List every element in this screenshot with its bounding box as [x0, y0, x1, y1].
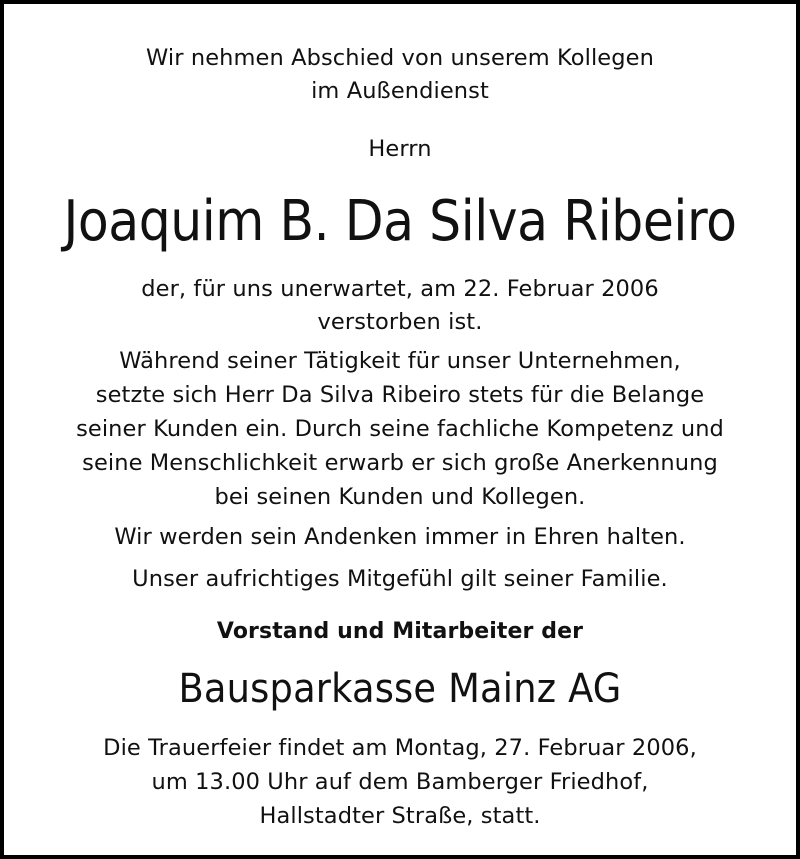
funeral-line-1: Die Trauerfeier findet am Montag, 27. Februar 2006, — [103, 735, 697, 761]
signed-by: Vorstand und Mitarbeiter der — [216, 619, 584, 644]
intro-line-2: im Außendienst — [311, 78, 489, 104]
condolence-line: Unser aufrichtiges Mitgefühl gilt seiner Familie. — [132, 566, 668, 592]
death-notice-line-1: der, für uns unerwartet, am 22. Februar 2006 — [141, 276, 659, 302]
funeral-line-3: Hallstadter Straße, statt. — [259, 803, 541, 829]
death-notice-line-2: verstorben ist. — [317, 309, 483, 335]
tribute-line-4: seine Menschlichkeit erwarb er sich große Anerkennung — [82, 450, 718, 476]
deceased-name: Joaquim B. Da Silva Ribeiro — [63, 189, 737, 254]
tribute-line-2: setzte sich Herr Da Silva Ribeiro stets für die Belange — [95, 382, 705, 408]
remembrance-line: Wir werden sein Andenken immer in Ehren halten. — [114, 524, 686, 550]
tribute-line-5: bei seinen Kunden und Kollegen. — [214, 484, 586, 510]
company-name: Bausparkasse Mainz AG — [178, 666, 622, 712]
salutation: Herrn — [368, 136, 432, 162]
tribute-line-1: Während seiner Tätigkeit für unser Unternehmen, — [119, 348, 681, 374]
intro-line-1: Wir nehmen Abschied von unserem Kollegen — [146, 45, 654, 71]
tribute-line-3: seiner Kunden ein. Durch seine fachliche Kompetenz und — [76, 416, 724, 442]
funeral-line-2: um 13.00 Uhr auf dem Bamberger Friedhof, — [151, 769, 649, 795]
